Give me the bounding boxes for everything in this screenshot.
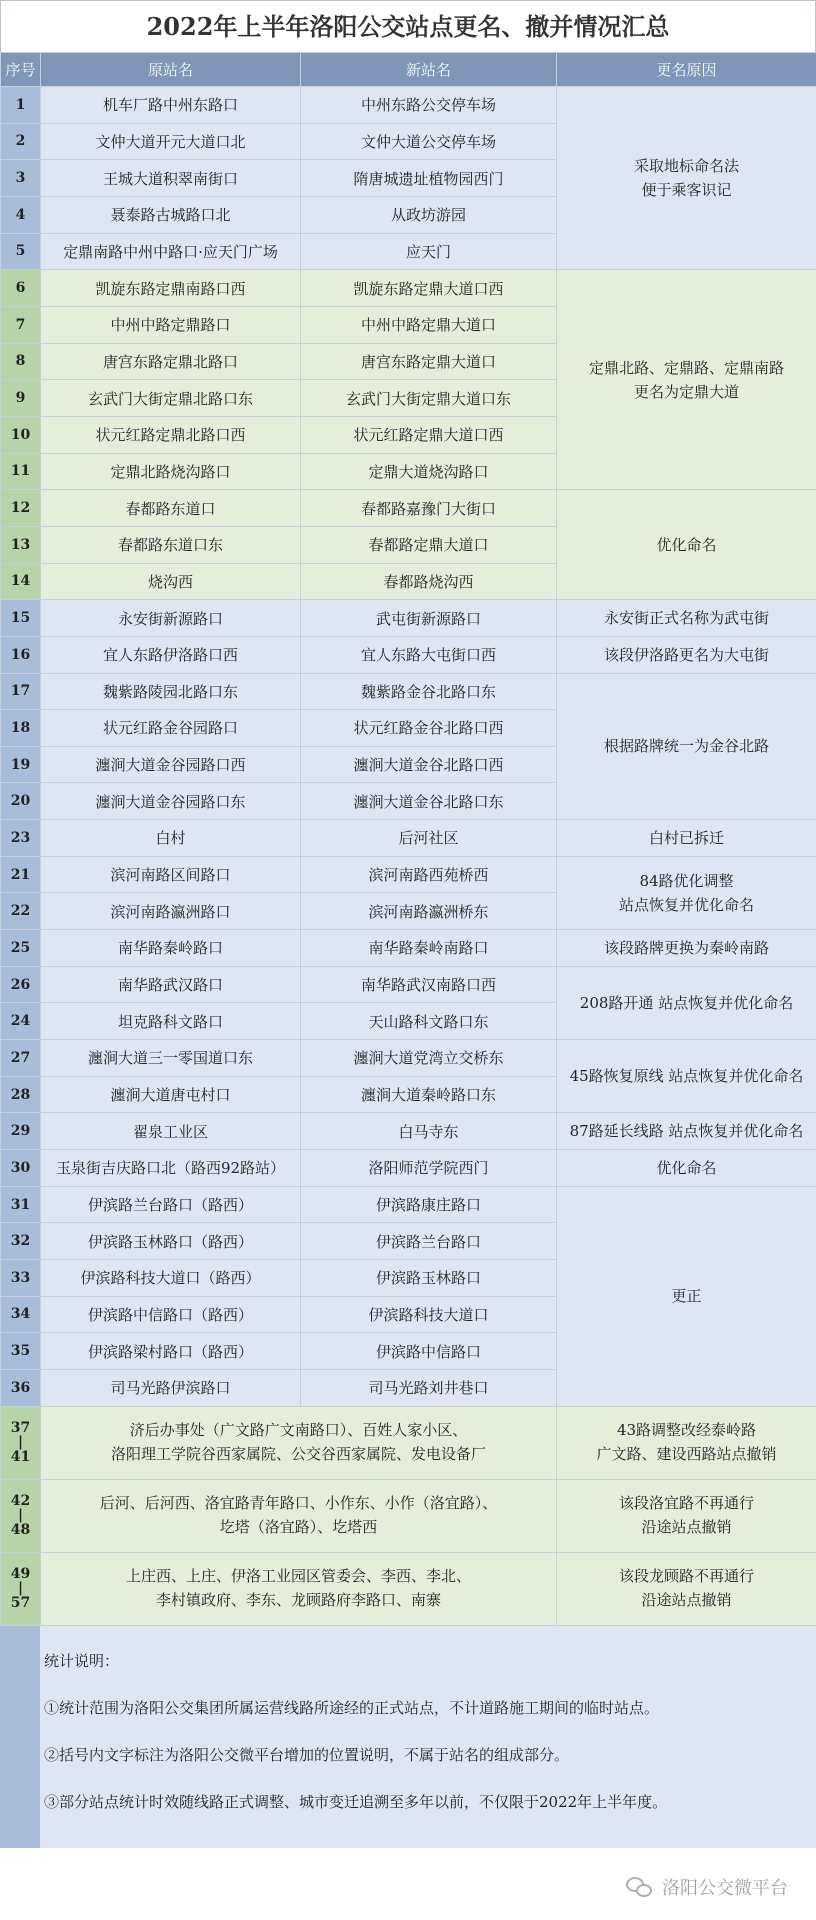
- old-station-name: 瀍涧大道唐屯村口: [41, 1076, 301, 1113]
- old-station-name: 定鼎北路烧沟路口: [41, 453, 301, 490]
- row-no: 34: [1, 1296, 41, 1333]
- new-station-name: 后河社区: [301, 820, 557, 857]
- station-line: 洛阳理工学院谷西家属院、公交谷西家属院、发电设备厂: [110, 1444, 486, 1463]
- table-row: [1, 270, 816, 307]
- new-station-name: 宜人东路大屯街口西: [301, 636, 557, 673]
- row-no: 12: [1, 490, 41, 527]
- row-no: 36: [1, 1369, 41, 1406]
- table-row: [1, 1186, 816, 1223]
- row-no: 20: [1, 783, 41, 820]
- old-station-name: 翟泉工业区: [41, 1113, 301, 1150]
- range-bar: |: [17, 1434, 24, 1451]
- statistics-notes: [0, 1626, 816, 1848]
- new-station-name: 魏紫路金谷北路口东: [301, 673, 557, 710]
- new-station-name: 洛阳师范学院西门: [301, 1150, 557, 1187]
- note-item: ②括号内文字标注为洛阳公交微平台增加的位置说明，不属于站名的组成部分。: [44, 1745, 570, 1764]
- range-end: 57: [10, 1594, 31, 1611]
- row-no: 30: [1, 1150, 41, 1187]
- new-station-name: 伊滨路科技大道口: [301, 1296, 557, 1333]
- row-no: 16: [1, 636, 41, 673]
- old-station-name: 滨河南路区间路口: [41, 856, 301, 893]
- new-station-name: 南华路秦岭南路口: [301, 930, 557, 967]
- removed-stations: [41, 1479, 557, 1552]
- notes-side-band: [0, 1626, 40, 1848]
- reason-line: 便于乘客识记: [641, 181, 732, 200]
- new-station-name: 玄武门大街定鼎大道口东: [301, 380, 557, 417]
- new-station-name: 南华路武汉南路口西: [301, 966, 557, 1003]
- rename-reason: 永安街正式名称为武屯街: [557, 600, 816, 637]
- row-no: 23: [1, 820, 41, 857]
- note-item: ③部分站点统计时效随线路正式调整、城市变迁追溯至多年以前，不仅限于2022年上半年度。: [44, 1792, 668, 1811]
- table-row: [1, 820, 816, 857]
- row-no: 9: [1, 380, 41, 417]
- reason-line: 43路调整改经泰岭路: [616, 1421, 757, 1440]
- new-station-name: 春都路烧沟西: [301, 563, 557, 600]
- old-station-name: 伊滨路中信路口（路西）: [41, 1296, 301, 1333]
- old-station-name: 瀍涧大道三一零国道口东: [41, 1040, 301, 1077]
- table-row-merged: [1, 1552, 816, 1625]
- old-station-name: 伊滨路兰台路口（路西）: [41, 1186, 301, 1223]
- table-row: [1, 966, 816, 1003]
- footer: [0, 1850, 816, 1920]
- old-station-name: 定鼎南路中州中路口·应天门广场: [41, 233, 301, 270]
- row-no: 4: [1, 196, 41, 233]
- old-station-name: 南华路秦岭路口: [41, 930, 301, 967]
- rename-reason: 更正: [557, 1186, 816, 1406]
- new-station-name: 隋唐城遗址植物园西门: [301, 160, 557, 197]
- range-end: 41: [10, 1448, 31, 1465]
- row-no: 25: [1, 930, 41, 967]
- new-station-name: 司马光路刘井巷口: [301, 1369, 557, 1406]
- station-line: 上庄西、上庄、伊洛工业园区管委会、李西、李北、: [125, 1567, 471, 1586]
- old-station-name: 坦克路科文路口: [41, 1003, 301, 1040]
- old-station-name: 伊滨路玉林路口（路西）: [41, 1223, 301, 1260]
- table-row: [1, 1040, 816, 1077]
- row-no: 19: [1, 746, 41, 783]
- new-station-name: 从政坊游园: [301, 196, 557, 233]
- old-station-name: 瀍涧大道金谷园路口东: [41, 783, 301, 820]
- table-row: [1, 1150, 816, 1187]
- row-no: 7: [1, 306, 41, 343]
- old-station-name: 白村: [41, 820, 301, 857]
- notes-body: [40, 1626, 816, 1848]
- new-station-name: 瀍涧大道党湾立交桥东: [301, 1040, 557, 1077]
- table-row: [1, 636, 816, 673]
- old-station-name: 玄武门大街定鼎北路口东: [41, 380, 301, 417]
- table-row: [1, 673, 816, 710]
- row-no: 11: [1, 453, 41, 490]
- old-station-name: 南华路武汉路口: [41, 966, 301, 1003]
- new-station-name: 定鼎大道烧沟路口: [301, 453, 557, 490]
- new-station-name: 春都路定鼎大道口: [301, 526, 557, 563]
- reason-line: 该段洛宜路不再通行: [618, 1494, 754, 1513]
- old-station-name: 伊滨路科技大道口（路西）: [41, 1260, 301, 1297]
- rename-reason: 优化命名: [557, 490, 816, 600]
- old-station-name: 司马光路伊滨路口: [41, 1369, 301, 1406]
- table-row-merged: [1, 1479, 816, 1552]
- new-station-name: 中州中路定鼎大道口: [301, 306, 557, 343]
- reason-line: 定鼎北路、定鼎路、定鼎南路: [588, 358, 784, 377]
- old-station-name: 瀍涧大道金谷园路口西: [41, 746, 301, 783]
- removed-stations: [41, 1552, 557, 1625]
- rename-reason: 45路恢复原线 站点恢复并优化命名: [557, 1040, 816, 1113]
- rename-reason: [557, 1479, 816, 1552]
- table-row-merged: [1, 1406, 816, 1479]
- table-row: [1, 600, 816, 637]
- reason-line: 该段龙顾路不再通行: [618, 1567, 754, 1586]
- row-no: 33: [1, 1260, 41, 1297]
- row-no: 18: [1, 710, 41, 747]
- old-station-name: 烧沟西: [41, 563, 301, 600]
- row-no: 13: [1, 526, 41, 563]
- rename-reason: 该段路牌更换为秦岭南路: [557, 930, 816, 967]
- page-title: 2022年上半年洛阳公交站点更名、撤并情况汇总: [0, 0, 816, 52]
- old-station-name: 滨河南路瀛洲路口: [41, 893, 301, 930]
- rename-reason: [557, 1552, 816, 1625]
- row-no-range: [1, 1406, 41, 1479]
- row-no: 22: [1, 893, 41, 930]
- range-end: 48: [10, 1521, 31, 1538]
- old-station-name: 春都路东道口东: [41, 526, 301, 563]
- old-station-name: 机车厂路中州东路口: [41, 87, 301, 124]
- row-no: 6: [1, 270, 41, 307]
- new-station-name: 春都路嘉豫门大街口: [301, 490, 557, 527]
- new-station-name: 瀍涧大道金谷北路口西: [301, 746, 557, 783]
- row-no: 14: [1, 563, 41, 600]
- new-station-name: 凯旋东路定鼎大道口西: [301, 270, 557, 307]
- range-start: 42: [10, 1492, 31, 1509]
- new-station-name: 中州东路公交停车场: [301, 87, 557, 124]
- row-no: 27: [1, 1040, 41, 1077]
- row-no: 24: [1, 1003, 41, 1040]
- reason-line: 沿途站点撤销: [641, 1517, 732, 1536]
- row-no: 31: [1, 1186, 41, 1223]
- row-no: 21: [1, 856, 41, 893]
- new-station-name: 伊滨路玉林路口: [301, 1260, 557, 1297]
- station-line: 济后办事处（广文路广文南路口）、百姓人家小区、: [129, 1421, 468, 1440]
- row-no: 3: [1, 160, 41, 197]
- new-station-name: 状元红路定鼎大道口西: [301, 416, 557, 453]
- row-no: 1: [1, 87, 41, 124]
- new-station-name: 伊滨路康庄路口: [301, 1186, 557, 1223]
- table-row: [1, 856, 816, 893]
- row-no: 26: [1, 966, 41, 1003]
- row-no: 15: [1, 600, 41, 637]
- removed-stations: [41, 1406, 557, 1479]
- row-no: 17: [1, 673, 41, 710]
- old-station-name: 文仲大道开元大道口北: [41, 123, 301, 160]
- new-station-name: 滨河南路西苑桥西: [301, 856, 557, 893]
- new-station-name: 瀍涧大道秦岭路口东: [301, 1076, 557, 1113]
- header-old-name: 原站名: [41, 53, 301, 87]
- new-station-name: 瀍涧大道金谷北路口东: [301, 783, 557, 820]
- old-station-name: 宜人东路伊洛路口西: [41, 636, 301, 673]
- table-row: [1, 930, 816, 967]
- table-header-row: [1, 53, 816, 87]
- header-new-name: 新站名: [301, 53, 557, 87]
- new-station-name: 天山路科文路口东: [301, 1003, 557, 1040]
- new-station-name: 文仲大道公交停车场: [301, 123, 557, 160]
- row-no-range: [1, 1552, 41, 1625]
- old-station-name: 凯旋东路定鼎南路口西: [41, 270, 301, 307]
- rename-reason: 87路延长线路 站点恢复并优化命名: [557, 1113, 816, 1150]
- rename-reason: 根据路牌统一为金谷北路: [557, 673, 816, 820]
- range-bar: |: [17, 1580, 24, 1597]
- range-start: 49: [10, 1565, 31, 1582]
- watermark-text: 洛阳公交微平台: [662, 1878, 788, 1899]
- new-station-name: 伊滨路兰台路口: [301, 1223, 557, 1260]
- old-station-name: 状元红路金谷园路口: [41, 710, 301, 747]
- row-no: 10: [1, 416, 41, 453]
- new-station-name: 应天门: [301, 233, 557, 270]
- row-no: 8: [1, 343, 41, 380]
- new-station-name: 武屯街新源路口: [301, 600, 557, 637]
- table-row: [1, 1113, 816, 1150]
- row-no: 35: [1, 1333, 41, 1370]
- old-station-name: 永安街新源路口: [41, 600, 301, 637]
- old-station-name: 聂泰路古城路口北: [41, 196, 301, 233]
- old-station-name: 中州中路定鼎路口: [41, 306, 301, 343]
- wechat-icon: [626, 1875, 656, 1899]
- station-line: 李村镇政府、李东、龙顾路府李路口、南寨: [155, 1590, 441, 1609]
- table-row: [1, 490, 816, 527]
- reason-line: 84路优化调整: [639, 871, 734, 890]
- rename-reason: 208路开通 站点恢复并优化命名: [557, 966, 816, 1039]
- table-row: [1, 87, 816, 124]
- old-station-name: 状元红路定鼎北路口西: [41, 416, 301, 453]
- row-no: 5: [1, 233, 41, 270]
- old-station-name: 春都路东道口: [41, 490, 301, 527]
- row-no: 29: [1, 1113, 41, 1150]
- station-line: 圪塔（洛宜路）、圪塔西: [219, 1517, 378, 1536]
- new-station-name: 伊滨路中信路口: [301, 1333, 557, 1370]
- station-line: 后河、后河西、洛宜路青年路口、小作东、小作（洛宜路）、: [99, 1494, 498, 1513]
- notes-heading: 统计说明：: [44, 1651, 120, 1670]
- rename-reason: [557, 1406, 816, 1479]
- new-station-name: 白马寺东: [301, 1113, 557, 1150]
- reason-line: 广文路、建设西路站点撤销: [596, 1444, 777, 1463]
- rename-reason: 白村已拆迁: [557, 820, 816, 857]
- row-no: 2: [1, 123, 41, 160]
- reason-line: 沿途站点撤销: [641, 1590, 732, 1609]
- new-station-name: 唐宫东路定鼎大道口: [301, 343, 557, 380]
- new-station-name: 滨河南路瀛洲桥东: [301, 893, 557, 930]
- header-reason: 更名原因: [557, 53, 816, 87]
- rename-reason: 该段伊洛路更名为大屯街: [557, 636, 816, 673]
- old-station-name: 王城大道积翠南街口: [41, 160, 301, 197]
- rename-reason: [557, 270, 816, 490]
- note-item: ①统计范围为洛阳公交集团所属运营线路所途经的正式站点，不计道路施工期间的临时站点。: [44, 1698, 660, 1717]
- old-station-name: 玉泉街吉庆路口北（路西92路站）: [41, 1150, 301, 1187]
- rename-reason: 优化命名: [557, 1150, 816, 1187]
- old-station-name: 唐宫东路定鼎北路口: [41, 343, 301, 380]
- old-station-name: 魏紫路陵园北路口东: [41, 673, 301, 710]
- header-no: 序号: [1, 53, 41, 87]
- rename-reason: [557, 87, 816, 270]
- row-no: 32: [1, 1223, 41, 1260]
- reason-line: 站点恢复并优化命名: [618, 895, 754, 914]
- station-rename-table: [0, 52, 816, 1626]
- range-start: 37: [10, 1419, 31, 1436]
- watermark: [626, 1874, 788, 1900]
- reason-line: 更名为定鼎大道: [633, 382, 739, 401]
- rename-reason: [557, 856, 816, 929]
- range-bar: |: [17, 1507, 24, 1524]
- row-no: 28: [1, 1076, 41, 1113]
- row-no-range: [1, 1479, 41, 1552]
- old-station-name: 伊滨路梁村路口（路西）: [41, 1333, 301, 1370]
- new-station-name: 状元红路金谷北路口西: [301, 710, 557, 747]
- reason-line: 采取地标命名法: [633, 157, 739, 176]
